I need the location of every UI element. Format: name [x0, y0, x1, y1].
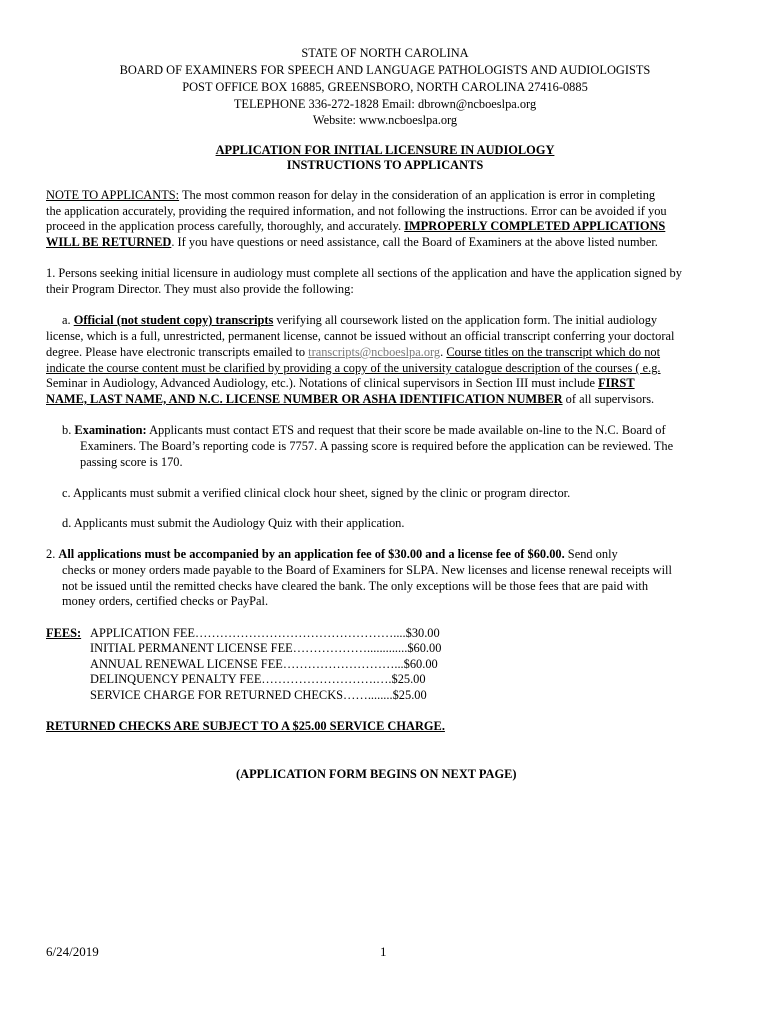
document-title: APPLICATION FOR INITIAL LICENSURE IN AUDIOLOGY — [215, 143, 555, 157]
item-2-line-4: money orders, certified checks or PayPal. — [62, 594, 269, 608]
note-line-1: NOTE TO APPLICANTS: The most common reason for delay in the consideration of an application is error in completing — [46, 188, 656, 202]
header-website: Website: www.ncboeslpa.org — [312, 113, 458, 127]
note-label: NOTE TO APPLICANTS: — [46, 188, 180, 202]
returned-checks-notice: RETURNED CHECKS ARE SUBJECT TO A $25.00 SERVICE CHARGE. — [46, 719, 445, 733]
item-1a-line-1: a. Official (not student copy) transcripts verifying all coursework listed on the application form. The initial audiology — [62, 313, 658, 327]
fee-item: ANNUAL RENEWAL LICENSE FEE………………………...$60.00 — [90, 657, 438, 671]
note-line-4: WILL BE RETURNED. If you have questions or need assistance, call the Board of Examiners at the above listed number. — [46, 235, 658, 249]
header-state: STATE OF NORTH CAROLINA — [301, 46, 469, 60]
supervisor-requirement: NAME, LAST NAME, AND N.C. LICENSE NUMBER OR ASHA IDENTIFICATION NUMBER — [46, 392, 563, 406]
improperly-completed-warning: IMPROPERLY COMPLETED APPLICATIONS — [404, 219, 666, 233]
note-line-2: the application accurately, providing the required information, and not following the instructions. Error can be avoided if you — [46, 204, 667, 218]
fee-item: APPLICATION FEE…………………………………………....$30.00 — [90, 626, 440, 640]
item-1a-line-4: indicate the course content must be clarified by providing a copy of the university catalogue description of the courses ( e.g. — [46, 361, 661, 375]
fee-item: DELINQUENCY PENALTY FEE……………………….….$25.00 — [90, 672, 426, 686]
examination-label: Examination: — [74, 423, 147, 437]
item-1b-line-2: Examiners. The Board’s reporting code is 7757. A passing score is required before the application can be reviewed. The — [80, 439, 674, 453]
item-2-line-3: not be issued until the remitted checks have cleared the bank. The only exceptions will be those fees that are paid with — [62, 579, 649, 593]
page-number: 1 — [380, 944, 387, 959]
fee-item: SERVICE CHARGE FOR RETURNED CHECKS……........$25.00 — [90, 688, 427, 702]
fees-label: FEES: — [46, 626, 82, 640]
item-1-line-1: 1. Persons seeking initial licensure in audiology must complete all sections of the application and have the application signed by — [46, 266, 682, 280]
header-contact: TELEPHONE 336-272-1828 Email: dbrown@ncboeslpa.org — [233, 97, 537, 111]
note-line-3: proceed in the application process carefully, thoroughly, and accurately. IMPROPERLY COMPLETED APPLICATIONS — [46, 219, 666, 233]
fee-item: INITIAL PERMANENT LICENSE FEE……………….............$60.00 — [90, 641, 442, 655]
footer-date: 6/24/2019 — [46, 944, 99, 959]
item-1c: c. Applicants must submit a verified clinical clock hour sheet, signed by the clinic or program director. — [62, 486, 571, 500]
item-1-line-2: their Program Director. They must also provide the following: — [46, 282, 354, 296]
item-2-line-1: 2. All applications must be accompanied by an application fee of $30.00 and a license fee of $60.00. Send only — [46, 547, 618, 561]
transcripts-email-link[interactable]: transcripts@ncboeslpa.org — [308, 345, 441, 359]
will-be-returned-warning: WILL BE RETURNED — [46, 235, 172, 249]
item-1a-line-6: NAME, LAST NAME, AND N.C. LICENSE NUMBER OR ASHA IDENTIFICATION NUMBER of all supervisors. — [46, 392, 655, 406]
item-1b-line-1: b. Examination: Applicants must contact ETS and request that their score be made available on-line to the N.C. Board of — [62, 423, 666, 437]
item-1a-line-5: Seminar in Audiology, Advanced Audiology, etc.). Notations of clinical supervisors in Section III must include FIRST — [46, 376, 635, 390]
item-2-line-2: checks or money orders made payable to the Board of Examiners for SLPA. New licenses and license renewal receipts will — [62, 563, 672, 577]
item-1d: d. Applicants must submit the Audiology Quiz with their application. — [62, 516, 405, 530]
item-1a-line-3: degree. Please have electronic transcripts emailed to transcripts@ncboeslpa.org. Course titles on the transcript which do not — [46, 345, 661, 359]
next-page-notice: (APPLICATION FORM BEGINS ON NEXT PAGE) — [236, 767, 517, 781]
header-address: POST OFFICE BOX 16885, GREENSBORO, NORTH CAROLINA 27416-0885 — [182, 80, 588, 94]
document-subtitle: INSTRUCTIONS TO APPLICANTS — [286, 158, 484, 172]
header-board: BOARD OF EXAMINERS FOR SPEECH AND LANGUAGE PATHOLOGISTS AND AUDIOLOGISTS — [119, 63, 651, 77]
fee-requirement: All applications must be accompanied by an application fee of $30.00 and a license fee of $60.00. — [58, 547, 565, 561]
item-1a-line-2: license, which is a full, unrestricted, permanent license, cannot be issued without an official transcript conferring your doctoral — [46, 329, 675, 343]
item-1b-line-3: passing score is 170. — [80, 455, 183, 469]
official-transcripts-label: Official (not student copy) transcripts — [73, 313, 274, 327]
